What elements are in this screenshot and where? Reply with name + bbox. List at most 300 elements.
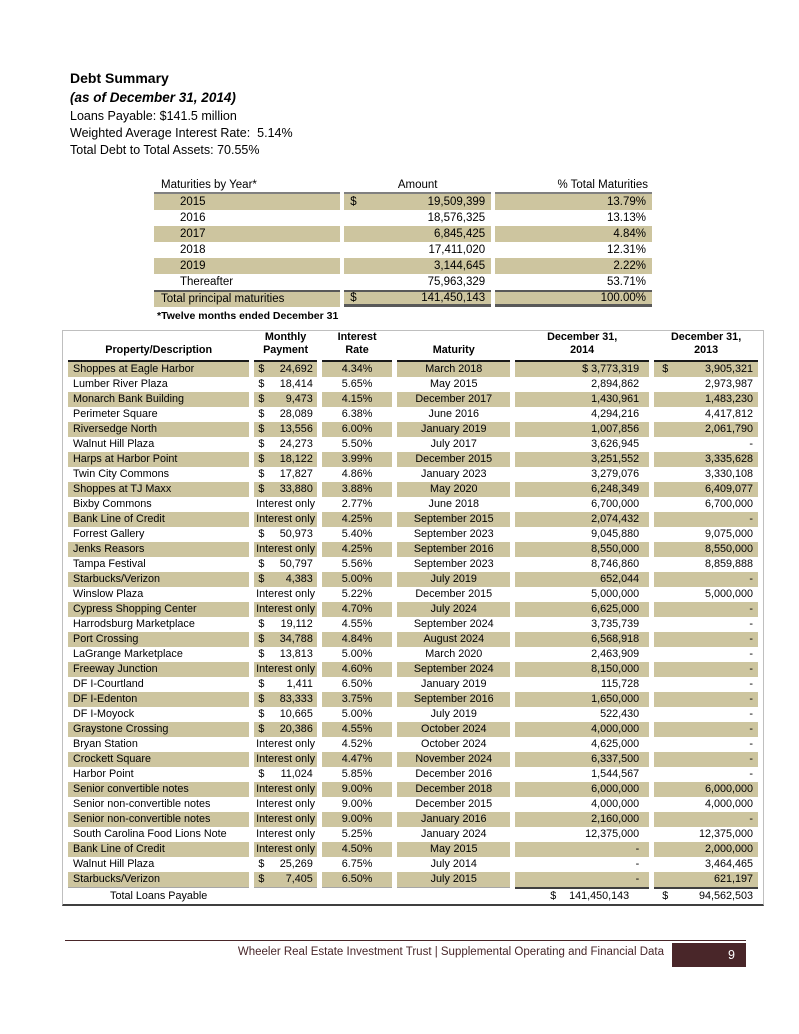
monthly-payment: $ 11,024	[258, 768, 313, 781]
maturities-header-amount: Amount	[344, 177, 491, 194]
property-name: Starbucks/Verizon	[68, 572, 249, 587]
table-row	[68, 677, 758, 692]
currency-symbol: $	[258, 453, 265, 466]
property-name: Twin City Commons	[73, 468, 169, 481]
property-name: Bank Line of Credit	[68, 512, 249, 527]
balance-2014: 1,650,000	[515, 692, 649, 707]
table-row	[68, 632, 758, 647]
balance-2013: -	[749, 618, 753, 631]
property-name: Cypress Shopping Center	[68, 602, 249, 617]
balance-2013: 621,197	[654, 872, 758, 887]
interest-rate: 4.25%	[322, 542, 393, 557]
monthly-payment: $ 17,827	[258, 468, 313, 481]
balance-2013: 6,409,077	[654, 482, 758, 497]
monthly-payment: Interest only	[256, 843, 315, 856]
monthly-payment: $ 20,386	[254, 722, 316, 737]
monthly-payment: Interest only	[256, 513, 315, 526]
maturity-date: May 2015	[397, 842, 510, 857]
table-row	[68, 647, 758, 662]
table-row	[68, 512, 758, 527]
property-name: Freeway Junction	[68, 662, 249, 677]
property-name: Senior non-convertible notes	[73, 798, 211, 811]
balance-2014: 5,000,000	[591, 588, 640, 601]
property-name: DF I-Moyock	[73, 708, 135, 721]
property-name: South Carolina Food Lions Note	[73, 828, 227, 841]
maturity-date: November 2024	[397, 752, 510, 767]
balance-2013: 12,375,000	[698, 828, 753, 841]
maturity-pct: 4.84%	[495, 226, 652, 242]
table-row	[68, 392, 758, 407]
currency-symbol: $	[258, 423, 265, 436]
interest-rate: 5.65%	[341, 378, 373, 391]
table-row	[68, 407, 758, 422]
interest-rate: 4.50%	[322, 842, 393, 857]
maturity-date: August 2024	[397, 632, 510, 647]
currency-symbol: $	[550, 890, 557, 903]
property-name: DF I-Edenton	[68, 692, 249, 707]
maturities-row	[154, 226, 652, 242]
maturities-row	[154, 210, 652, 226]
monthly-payment: Interest only	[256, 798, 315, 811]
balance-2014: $ 3,773,319	[515, 362, 649, 377]
interest-rate: 5.85%	[341, 768, 373, 781]
maturities-header-year: Maturities by Year*	[154, 177, 340, 194]
info-loans-payable: Loans Payable: $141.5 million	[70, 108, 237, 123]
currency-symbol: $	[662, 890, 669, 903]
property-name: Bryan Station	[73, 738, 138, 751]
property-name: DF I-Courtland	[73, 678, 144, 691]
balance-2013: -	[749, 648, 753, 661]
balance-2013: -	[654, 722, 758, 737]
maturities-header-pct: % Total Maturities	[495, 177, 652, 194]
balance-2013: -	[654, 512, 758, 527]
property-name: Senior non-convertible notes	[68, 812, 249, 827]
interest-rate: 5.56%	[341, 558, 373, 571]
balance-2014: 12,375,000	[585, 828, 640, 841]
interest-rate: 3.99%	[322, 452, 393, 467]
table-row	[68, 377, 758, 392]
balance-2013: 5,000,000	[704, 588, 753, 601]
loans-total-2014: 141,450,143	[569, 890, 630, 903]
maturity-date: July 2017	[430, 438, 477, 451]
balance-2014: 2,894,862	[591, 378, 640, 391]
currency-symbol: $	[258, 408, 265, 421]
property-name: Senior convertible notes	[68, 782, 249, 797]
property-name: Shoppes at Eagle Harbor	[68, 362, 249, 377]
maturities-header-row	[154, 177, 652, 194]
currency-symbol: $	[258, 678, 265, 691]
balance-2014: 6,568,918	[515, 632, 649, 647]
property-name: Harrodsburg Marketplace	[73, 618, 195, 631]
currency-symbol: $	[350, 291, 357, 304]
balance-2014: 6,000,000	[515, 782, 649, 797]
table-row	[68, 482, 758, 497]
currency-symbol: $	[350, 195, 357, 208]
maturity-date: June 2018	[428, 498, 479, 511]
table-row	[68, 362, 758, 377]
balance-2014: 6,337,500	[515, 752, 649, 767]
property-name: Monarch Bank Building	[68, 392, 249, 407]
loans-header-maturity: Maturity	[397, 331, 510, 362]
footer-text: Wheeler Real Estate Investment Trust | Supplemental Operating and Financial Data	[237, 946, 664, 958]
monthly-payment: $ 24,692	[254, 362, 316, 377]
balance-2014: 8,746,860	[591, 558, 640, 571]
interest-rate: 2.77%	[341, 498, 373, 511]
interest-rate: 3.88%	[322, 482, 393, 497]
monthly-payment: $ 13,813	[258, 648, 313, 661]
property-name: Graystone Crossing	[68, 722, 249, 737]
balance-2014: 9,045,880	[591, 528, 640, 541]
balance-2014: 6,248,349	[515, 482, 649, 497]
currency-symbol: $	[258, 633, 265, 646]
loans-header-dec-2014: December 31, 2014	[515, 331, 649, 362]
table-row	[68, 602, 758, 617]
property-name: Walnut Hill Plaza	[73, 438, 155, 451]
currency-symbol: $	[258, 858, 265, 871]
monthly-payment: Interest only	[256, 603, 315, 616]
title-block	[70, 0, 799, 159]
interest-rate: 4.84%	[322, 632, 393, 647]
currency-symbol: $	[258, 528, 265, 541]
property-name: Jenks Reasors	[68, 542, 249, 557]
loans-total-row	[68, 887, 758, 904]
interest-rate: 5.00%	[322, 572, 393, 587]
balance-2014: 3,251,552	[515, 452, 649, 467]
currency-symbol: $	[258, 363, 265, 376]
table-row	[68, 467, 758, 482]
interest-rate: 4.15%	[322, 392, 393, 407]
currency-symbol: $	[258, 723, 265, 736]
table-row	[68, 542, 758, 557]
maturity-year: 2019	[154, 258, 340, 274]
maturities-row	[154, 242, 652, 258]
balance-2014: 4,294,216	[591, 408, 640, 421]
balance-2013: 1,483,230	[654, 392, 758, 407]
page-subtitle: (as of December 31, 2014)	[70, 90, 236, 106]
loans-header-monthly-payment: Monthly Payment	[254, 331, 316, 362]
loans-table	[62, 330, 764, 906]
monthly-payment: Interest only	[256, 783, 315, 796]
interest-rate: 4.52%	[341, 738, 373, 751]
maturity-date: September 2016	[397, 692, 510, 707]
maturity-amount: $ 19,509,399	[344, 194, 491, 210]
maturity-date: June 2016	[428, 408, 479, 421]
balance-2013: 3,330,108	[704, 468, 753, 481]
table-row	[68, 572, 758, 587]
table-row	[68, 557, 758, 572]
interest-rate: 4.34%	[322, 362, 393, 377]
table-row	[68, 812, 758, 827]
interest-rate: 5.22%	[341, 588, 373, 601]
maturities-footnote: *Twelve months ended December 31	[157, 309, 339, 322]
table-row	[68, 692, 758, 707]
balance-2013: -	[654, 602, 758, 617]
interest-rate: 5.40%	[341, 528, 373, 541]
interest-rate: 9.00%	[341, 798, 373, 811]
monthly-payment: $ 83,333	[254, 692, 316, 707]
balance-2013: -	[749, 438, 753, 451]
property-name: Harps at Harbor Point	[68, 452, 249, 467]
maturity-date: December 2016	[415, 768, 493, 781]
property-name: Walnut Hill Plaza	[73, 858, 155, 871]
property-name: Port Crossing	[68, 632, 249, 647]
maturity-date: July 2014	[430, 858, 477, 871]
property-name: Winslow Plaza	[73, 588, 144, 601]
maturity-amount: 17,411,020	[428, 243, 486, 256]
table-row	[68, 497, 758, 512]
maturities-row	[154, 258, 652, 274]
table-row	[68, 767, 758, 782]
page-number-badge: 9	[672, 943, 746, 967]
property-name: Riversedge North	[68, 422, 249, 437]
page-title: Debt Summary	[70, 70, 169, 86]
maturity-date: March 2020	[425, 648, 483, 661]
property-name: Harbor Point	[73, 768, 134, 781]
monthly-payment: $ 10,665	[258, 708, 313, 721]
balance-2014: 6,625,000	[515, 602, 649, 617]
table-row	[68, 422, 758, 437]
maturity-pct: 2.22%	[495, 258, 652, 274]
property-name: Shoppes at TJ Maxx	[68, 482, 249, 497]
currency-symbol: $	[258, 618, 265, 631]
monthly-payment: $ 25,269	[258, 858, 313, 871]
interest-rate: 6.38%	[341, 408, 373, 421]
maturity-amount: 3,144,645	[344, 258, 491, 274]
table-row	[68, 752, 758, 767]
maturity-date: July 2015	[397, 872, 510, 887]
balance-2013: 8,550,000	[654, 542, 758, 557]
monthly-payment: $ 50,797	[258, 558, 313, 571]
currency-symbol: $	[258, 378, 265, 391]
interest-rate: 9.00%	[322, 782, 393, 797]
currency-symbol: $	[258, 648, 265, 661]
loans-header-property: Property/Description	[68, 331, 249, 362]
table-row	[68, 827, 758, 842]
interest-rate: 4.55%	[341, 618, 373, 631]
balance-2014: 2,160,000	[515, 812, 649, 827]
currency-symbol: $	[258, 693, 265, 706]
maturity-date: December 2015	[415, 588, 493, 601]
maturity-date: October 2024	[421, 738, 487, 751]
currency-symbol: $	[258, 438, 265, 451]
balance-2013: 2,000,000	[654, 842, 758, 857]
maturity-amount: 75,963,329	[427, 275, 486, 288]
balance-2014: 1,544,567	[591, 768, 640, 781]
balance-2013: -	[749, 678, 753, 691]
loans-total-label: Total Loans Payable	[68, 887, 249, 904]
table-row	[68, 797, 758, 812]
interest-rate: 6.50%	[322, 872, 393, 887]
interest-rate: 4.47%	[322, 752, 393, 767]
maturity-amount: 6,845,425	[344, 226, 491, 242]
maturity-date: July 2019	[397, 572, 510, 587]
info-weighted-average-rate: Weighted Average Interest Rate: 5.14%	[70, 125, 293, 140]
table-row	[68, 842, 758, 857]
maturity-year: 2016	[180, 211, 206, 224]
maturity-date: September 2024	[413, 618, 494, 631]
table-row	[68, 527, 758, 542]
balance-2013: -	[654, 572, 758, 587]
loans-header-row	[68, 331, 758, 362]
balance-2013: 9,075,000	[704, 528, 753, 541]
balance-2014: 652,044	[515, 572, 649, 587]
interest-rate: 4.70%	[322, 602, 393, 617]
loans-table-body	[68, 362, 758, 887]
maturity-amount: 18,576,325	[427, 211, 486, 224]
balance-2014: 2,074,432	[515, 512, 649, 527]
monthly-payment: Interest only	[256, 588, 315, 601]
loans-total-2013: 94,562,503	[698, 890, 753, 903]
table-row	[68, 587, 758, 602]
loans-header-dec-2013: December 31, 2013	[654, 331, 758, 362]
balance-2014: -	[515, 842, 649, 857]
maturity-date: January 2024	[421, 828, 487, 841]
info-debt-to-assets: Total Debt to Total Assets: 70.55%	[70, 142, 260, 157]
balance-2013: -	[654, 692, 758, 707]
interest-rate: 5.50%	[341, 438, 373, 451]
monthly-payment: $ 34,788	[254, 632, 316, 647]
balance-2013: 6,700,000	[704, 498, 753, 511]
interest-rate: 5.00%	[341, 708, 373, 721]
balance-2013: -	[749, 708, 753, 721]
maturities-total-amount: 141,450,143	[421, 291, 486, 304]
monthly-payment: $ 7,405	[254, 872, 316, 887]
table-row	[68, 782, 758, 797]
balance-2014: 522,430	[600, 708, 640, 721]
balance-2013: 6,000,000	[654, 782, 758, 797]
property-name: Starbucks/Verizon	[68, 872, 249, 887]
table-row	[68, 737, 758, 752]
interest-rate: 4.86%	[341, 468, 373, 481]
monthly-payment: Interest only	[256, 753, 315, 766]
monthly-payment: Interest only	[256, 498, 315, 511]
maturities-row	[154, 274, 652, 290]
table-row	[68, 857, 758, 872]
balance-2013: -	[749, 738, 753, 751]
maturity-date: March 2018	[397, 362, 510, 377]
balance-2013: -	[654, 662, 758, 677]
interest-rate: 5.00%	[341, 648, 373, 661]
monthly-payment: $ 4,383	[254, 572, 316, 587]
balance-2014: 8,550,000	[515, 542, 649, 557]
currency-symbol: $	[258, 558, 265, 571]
balance-2014: 4,000,000	[591, 798, 640, 811]
maturities-total-pct: 100.00%	[495, 290, 652, 307]
maturity-date: January 2016	[397, 812, 510, 827]
balance-2014: 1,430,961	[515, 392, 649, 407]
balance-2013: -	[654, 812, 758, 827]
maturity-date: January 2023	[421, 468, 487, 481]
balance-2014: 1,007,856	[515, 422, 649, 437]
balance-2014: 3,735,739	[591, 618, 640, 631]
maturity-date: May 2015	[430, 378, 478, 391]
balance-2013: 2,061,790	[654, 422, 758, 437]
maturity-date: July 2024	[397, 602, 510, 617]
currency-symbol: $	[258, 483, 265, 496]
maturity-date: December 2018	[397, 782, 510, 797]
interest-rate: 3.75%	[322, 692, 393, 707]
maturity-date: September 2016	[397, 542, 510, 557]
currency-symbol: $	[258, 768, 265, 781]
monthly-payment: $ 28,089	[258, 408, 313, 421]
balance-2013: 3,464,465	[704, 858, 753, 871]
maturities-total-label: Total principal maturities	[154, 290, 340, 307]
maturity-year: 2017	[154, 226, 340, 242]
monthly-payment: $ 9,473	[254, 392, 316, 407]
interest-rate: 6.00%	[322, 422, 393, 437]
balance-2014: 6,700,000	[591, 498, 640, 511]
balance-2014: 4,625,000	[591, 738, 640, 751]
monthly-payment: Interest only	[256, 663, 315, 676]
balance-2013: 4,417,812	[704, 408, 753, 421]
maturity-date: May 2020	[397, 482, 510, 497]
balance-2014: -	[515, 872, 649, 887]
balance-2013: -	[654, 752, 758, 767]
property-name: Forrest Gallery	[73, 528, 145, 541]
currency-symbol: $	[258, 573, 265, 586]
property-name: Crockett Square	[68, 752, 249, 767]
balance-2014: -	[635, 858, 640, 871]
balance-2013: 8,859,888	[704, 558, 753, 571]
property-name: Bank Line of Credit	[68, 842, 249, 857]
maturity-date: September 2023	[413, 558, 494, 571]
property-name: LaGrange Marketplace	[73, 648, 183, 661]
balance-2013: -	[654, 632, 758, 647]
maturity-date: July 2019	[430, 708, 477, 721]
table-row	[68, 437, 758, 452]
maturity-pct: 53.71%	[606, 275, 646, 288]
maturity-date: December 2015	[397, 452, 510, 467]
table-row	[68, 452, 758, 467]
maturity-date: January 2019	[397, 422, 510, 437]
balance-2014: 8,150,000	[515, 662, 649, 677]
monthly-payment: Interest only	[256, 813, 315, 826]
table-row	[68, 662, 758, 677]
balance-2014: 115,728	[600, 678, 640, 691]
maturity-date: January 2019	[421, 678, 487, 691]
monthly-payment: Interest only	[256, 738, 315, 751]
balance-2014: 2,463,909	[591, 648, 640, 661]
table-row	[68, 617, 758, 632]
maturity-date: September 2024	[397, 662, 510, 677]
currency-symbol: $	[258, 468, 265, 481]
maturity-date: October 2024	[397, 722, 510, 737]
monthly-payment: $ 50,973	[258, 528, 313, 541]
maturity-year: 2018	[180, 243, 206, 256]
maturity-date: September 2023	[413, 528, 494, 541]
balance-2013: 4,000,000	[704, 798, 753, 811]
maturity-pct: 13.13%	[606, 211, 646, 224]
currency-symbol: $	[258, 708, 265, 721]
loans-header-interest-rate: Interest Rate	[322, 331, 393, 362]
monthly-payment: Interest only	[256, 828, 315, 841]
interest-rate: 6.75%	[341, 858, 373, 871]
maturities-row	[154, 194, 652, 210]
monthly-payment: $ 18,122	[254, 452, 316, 467]
balance-2013: -	[749, 768, 753, 781]
maturity-date: December 2017	[397, 392, 510, 407]
interest-rate: 4.25%	[322, 512, 393, 527]
table-row	[68, 722, 758, 737]
maturity-date: September 2015	[397, 512, 510, 527]
balance-2014: 3,626,945	[591, 438, 640, 451]
monthly-payment: $ 19,112	[258, 618, 313, 631]
property-name: Bixby Commons	[73, 498, 152, 511]
currency-symbol: $	[258, 393, 265, 406]
maturities-table-body	[154, 194, 652, 290]
maturity-year: 2015	[154, 194, 340, 210]
balance-2013: 2,973,987	[704, 378, 753, 391]
